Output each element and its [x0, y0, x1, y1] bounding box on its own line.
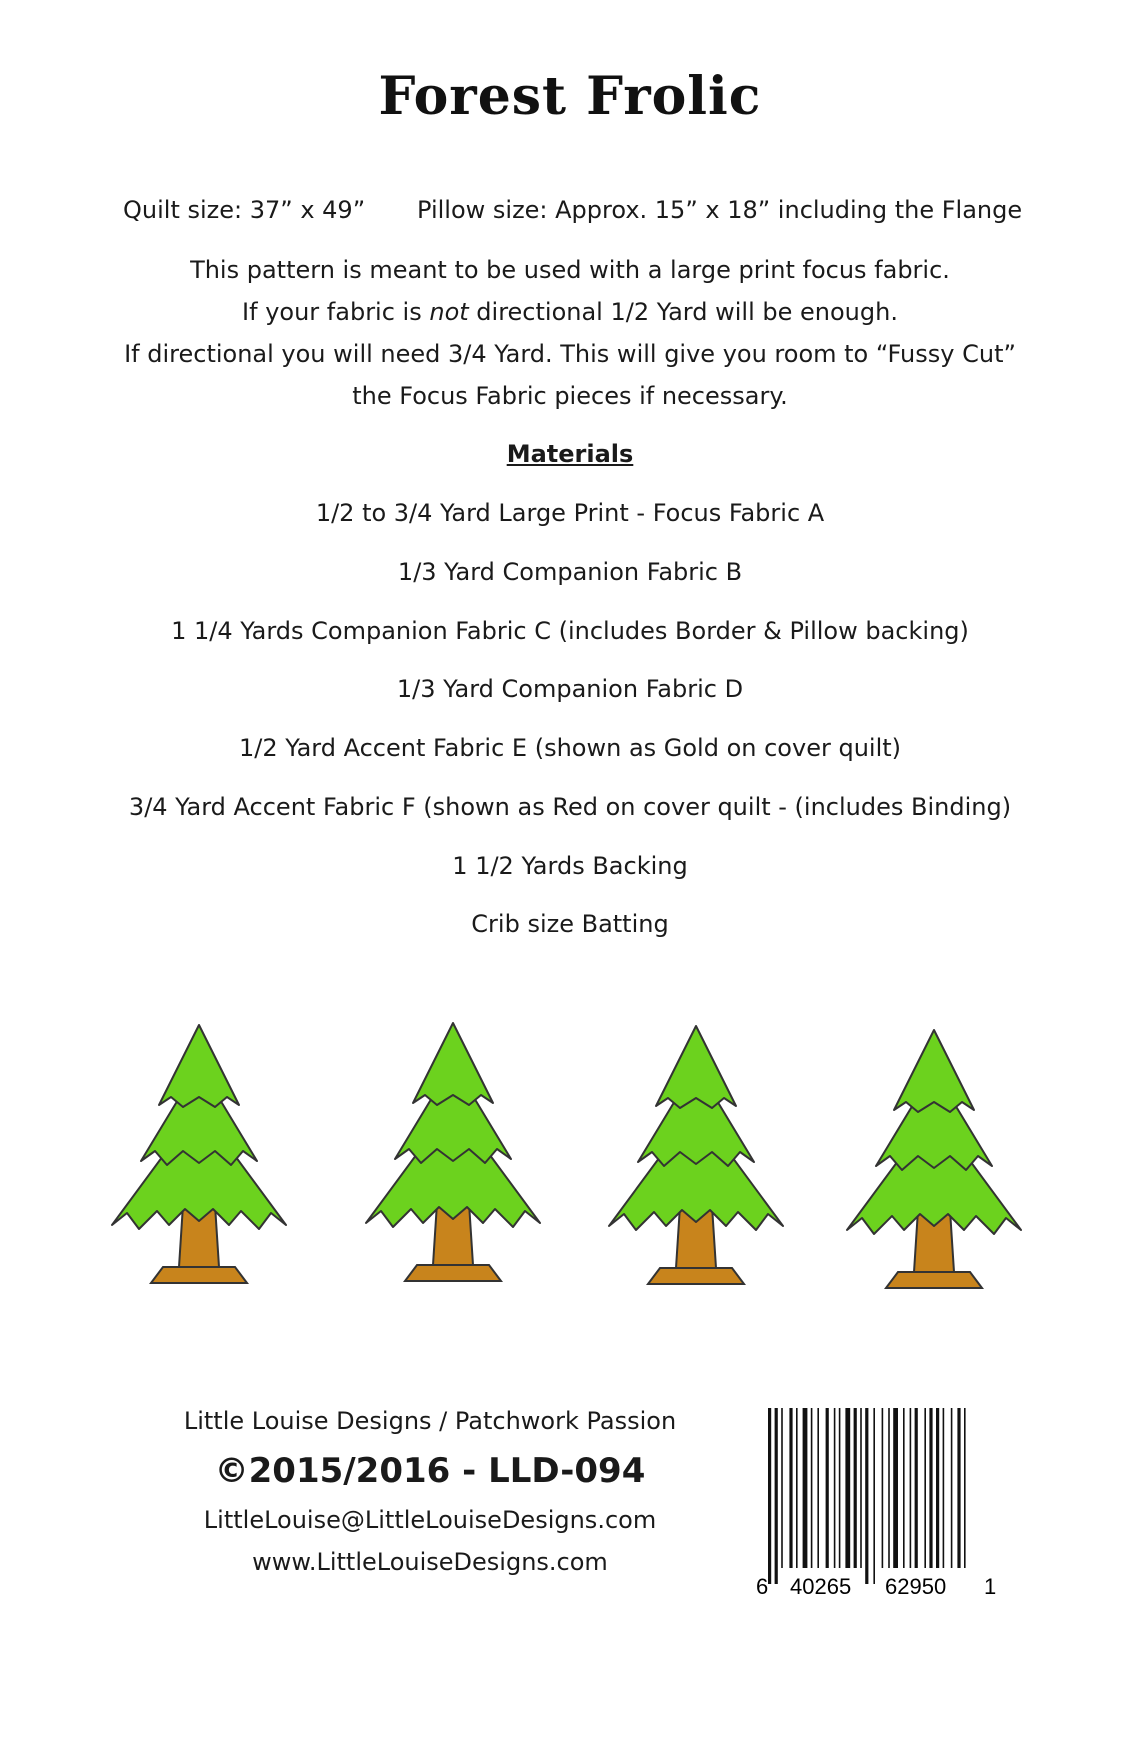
pattern-title: Forest Frolic: [378, 66, 762, 127]
barcode-bar: [817, 1408, 819, 1568]
barcode-bar: [775, 1408, 778, 1584]
barcode-group-left: 40265: [790, 1574, 852, 1599]
pillow-size: Pillow size: Approx. 15” x 18” including the Flange: [417, 196, 1023, 224]
barcode-bar: [854, 1408, 857, 1568]
barcode-bar: [882, 1408, 884, 1568]
upc-barcode: [748, 1408, 1002, 1600]
material-item: 1 1/2 Yards Backing: [452, 852, 688, 880]
barcode-bar: [803, 1408, 808, 1568]
barcode-bar: [929, 1408, 932, 1568]
material-item: Crib size Batting: [471, 910, 669, 938]
barcode-bar: [888, 1408, 890, 1568]
intro-line-2-emphasis: not: [429, 298, 469, 326]
barcode-group-right: 62950: [885, 1574, 947, 1599]
contact-email: LittleLouise@LittleLouiseDesigns.com: [203, 1506, 657, 1534]
barcode-bar: [910, 1408, 912, 1568]
barcode-bar: [936, 1408, 939, 1568]
barcode-bar: [865, 1408, 868, 1584]
copyright-line: ©2015/2016 - LLD-094: [214, 1451, 646, 1491]
barcode-bar: [826, 1408, 829, 1568]
material-item: 1/2 to 3/4 Yard Large Print - Focus Fabric A: [315, 499, 825, 527]
barcode-bar: [860, 1408, 862, 1568]
barcode-bar: [893, 1408, 898, 1568]
material-item: 1/3 Yard Companion Fabric D: [396, 675, 744, 703]
barcode-bar: [839, 1408, 841, 1568]
barcode-bars: [768, 1408, 966, 1584]
pine-tree-icon: [847, 1030, 1021, 1288]
material-item: 1/2 Yard Accent Fabric E (shown as Gold on cover quilt): [238, 734, 902, 762]
barcode-bar: [834, 1408, 836, 1568]
pine-tree-icon: [112, 1025, 286, 1283]
barcode-bar: [789, 1408, 792, 1568]
barcode-bar: [915, 1408, 918, 1568]
intro-line-2-end: directional 1/2 Yard will be enough.: [468, 298, 898, 326]
intro-line-2-start: If your fabric is: [242, 298, 430, 326]
intro-line-1: This pattern is meant to be used with a large print focus fabric.: [190, 256, 950, 284]
pine-tree-icon: [366, 1023, 540, 1281]
barcode-bar: [845, 1408, 850, 1568]
barcode-bar: [811, 1408, 813, 1568]
barcode-bar: [951, 1408, 953, 1568]
tree-illustration: [0, 1010, 1140, 1290]
material-item: 1 1/4 Yards Companion Fabric C (includes Border & Pillow backing): [171, 617, 969, 645]
barcode-bar: [943, 1408, 945, 1568]
intro-line-3: If directional you will need 3/4 Yard. This will give you room to “Fussy Cut”: [124, 340, 1016, 368]
intro-line-2: [0, 297, 1140, 327]
barcode-digit-first: 6: [756, 1574, 769, 1599]
barcode-bar: [796, 1408, 798, 1568]
barcode-bar: [781, 1408, 783, 1568]
barcode-bar: [924, 1408, 926, 1568]
material-item: 1/3 Yard Companion Fabric B: [397, 558, 743, 586]
barcode-bar: [873, 1408, 875, 1584]
barcode-bar: [903, 1408, 905, 1568]
website-url: www.LittleLouiseDesigns.com: [252, 1548, 608, 1576]
intro-line-4: the Focus Fabric pieces if necessary.: [352, 382, 788, 410]
company-name: Little Louise Designs / Patchwork Passion: [183, 1407, 677, 1435]
pine-tree-icon: [609, 1026, 783, 1284]
quilt-size: Quilt size: 37” x 49”: [123, 196, 366, 224]
material-item: 3/4 Yard Accent Fabric F (shown as Red on cover quilt - (includes Binding): [128, 793, 1012, 821]
materials-heading: Materials: [506, 440, 634, 468]
barcode-bar: [964, 1408, 966, 1568]
barcode-bar: [768, 1408, 771, 1584]
barcode-bar: [957, 1408, 960, 1568]
barcode-digit-last: 1: [984, 1574, 997, 1599]
